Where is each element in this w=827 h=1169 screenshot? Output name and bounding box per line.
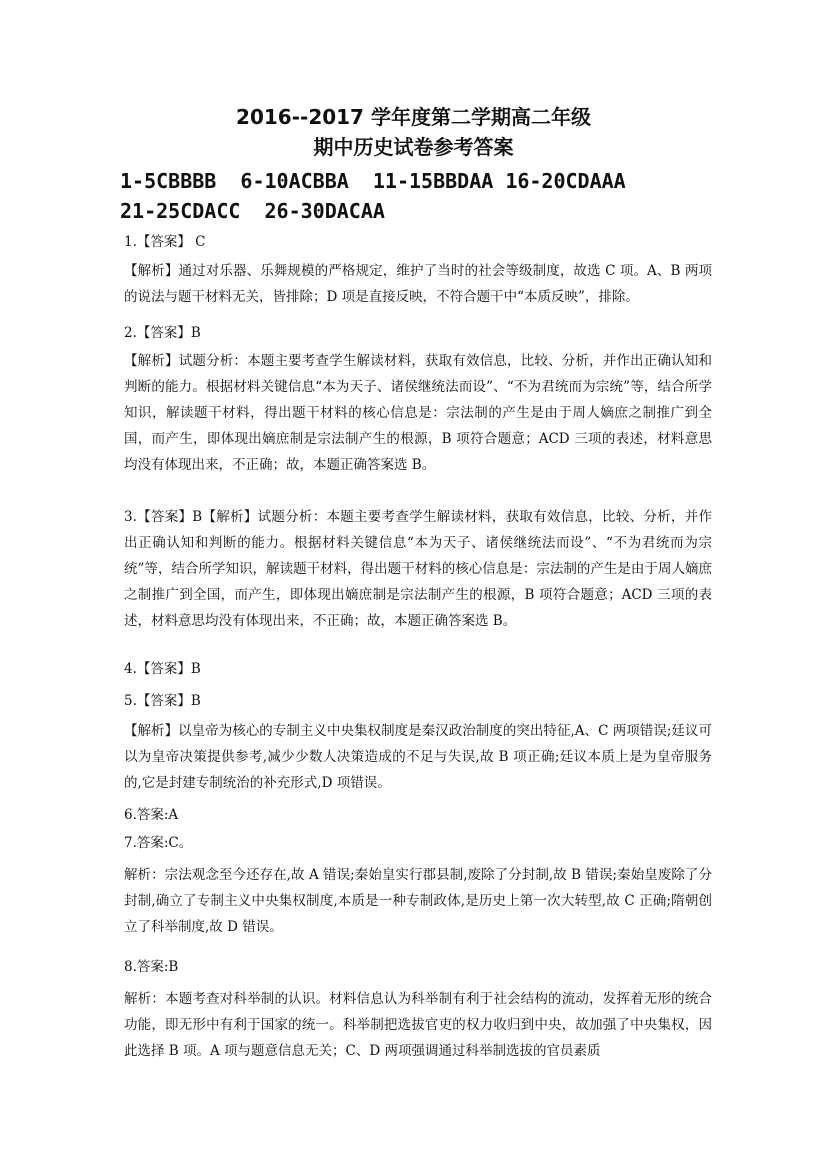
- answer-key-row-1: 1-5CBBBB 6-10ACBBA 11-15BBDAA 16-20CDAAA: [120, 169, 626, 193]
- answer-key-row-2: 21-25CDACC 26-30DACAA: [120, 199, 385, 223]
- page-title-line2: 期中历史试卷参考答案: [313, 135, 514, 159]
- item-8-analysis: 解析：本题考查对科举制的认识。材料信息认为科举制有利于社会结构的流动，发挥着无形的统合功能，即无形中有利于国家的统一。科举制把选拔官吏的权力收归到中央，故加强了中央集权，因此选择 B 项。A 项与题意信息无关；C、D 两项强调通过科举制选拔的官员素质: [124, 991, 712, 1059]
- item-3-answer-analysis: 3.【答案】B【解析】试题分析：本题主要考查学生解读材料，获取有效信息，比较、分析，并作出正确认知和判断的能力。根据材料关键信息“本为天子、诸侯继统法而设”、“不为君统而为宗统”等，结合所学知识，解读题干材料，得出题干材料的核心信息是：宗法制的产生是由于周人嫡庶之制推广到全国，而产生，即体现出嫡庶制是宗法制产生的根源，B 项符合题意；ACD 三项的表述，材料意思均没有体现出来，不正确；故，本题正确答案选 B。: [124, 509, 712, 629]
- item-7-analysis: 解析：宗法观念至今还存在,故 A 错误;秦始皇实行郡县制,废除了分封制,故 B 错误;秦始皇废除了分封制,确立了专制主义中央集权制度,本质是一种专制政体,是历史上第一次大转型,故 C 正确;隋朝创立了科举制度,故 D 错误。: [124, 867, 712, 935]
- item-5-analysis: 【解析】以皇帝为核心的专制主义中央集权制度是秦汉政治制度的突出特征,A、C 两项错误;廷议可以为皇帝决策提供参考,减少少数人决策造成的不足与失误,故 B 项正确;廷议本质上是为皇帝服务的,它是封建专制统治的补充形式,D 项错误。: [124, 723, 712, 791]
- item-1-answer: 1.【答案】 C: [124, 234, 206, 250]
- item-6-answer: 6.答案:A: [124, 807, 179, 823]
- item-7-answer: 7.答案:C。: [124, 835, 193, 851]
- item-4-answer: 4.【答案】B: [124, 661, 201, 677]
- item-8-answer: 8.答案:B: [124, 959, 179, 975]
- item-5-answer: 5.【答案】B: [124, 693, 201, 709]
- item-2-analysis: 【解析】试题分析：本题主要考查学生解读材料，获取有效信息，比较、分析，并作出正确认知和判断的能力。根据材料关键信息“本为天子、诸侯继统法而设”、“不为君统而为宗统”等，结合所学知识，解读题干材料，得出题干材料的核心信息是：宗法制的产生是由于周人嫡庶之制推广到全国，而产生，即体现出嫡庶制是宗法制产生的根源，B 项符合题意；ACD 三项的表述，材料意思均没有体现出来，不正确；故，本题正确答案选 B。: [124, 353, 712, 473]
- page-title-line1: 2016--2017 学年度第二学期高二年级: [236, 105, 591, 129]
- item-2-answer: 2.【答案】B: [124, 325, 201, 341]
- item-1-analysis: 【解析】通过对乐器、乐舞规模的严格规定，维护了当时的社会等级制度，故选 C 项。A、B 两项的说法与题干材料无关，皆排除；D 项是直接反映，不符合题干中“本质反映”，排除。: [124, 263, 712, 305]
